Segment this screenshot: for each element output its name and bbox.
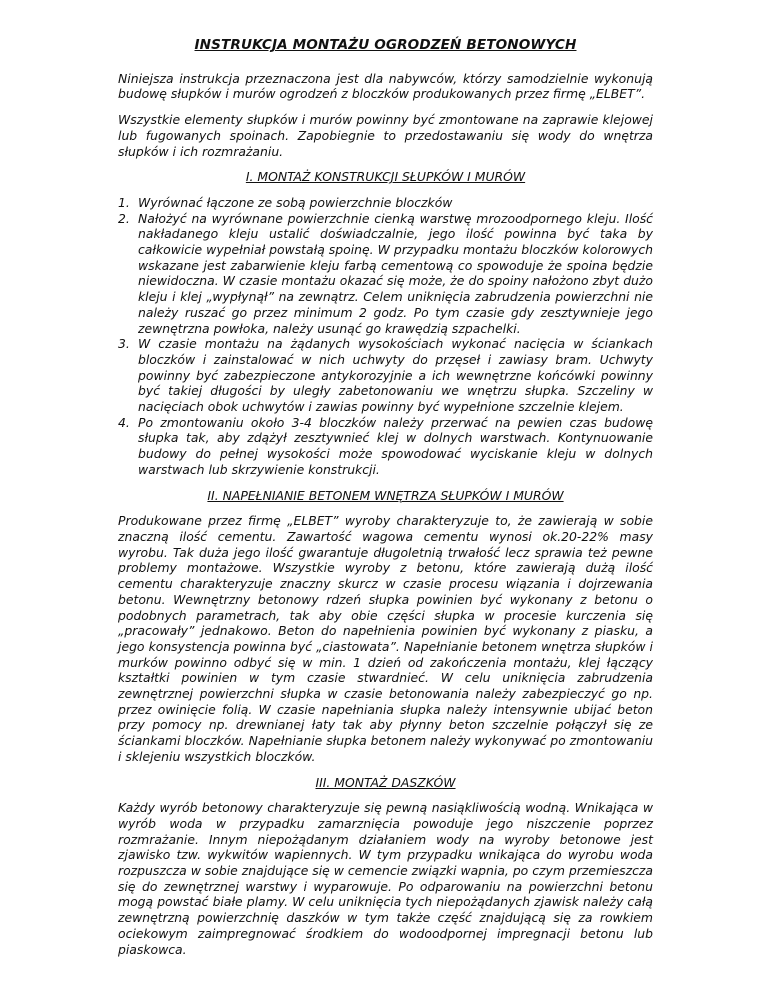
intro-paragraph-2: Wszystkie elementy słupków i murów powinny być zmontowane na zaprawie klejowej lub fugowanych spoinach. Zapobiegnie to przedostawaniu się wody do wnętrza słupków i ich rozmrażaniu. [118,112,653,159]
section-2-heading: II. NAPEŁNIANIE BETONEM WNĘTRZA SŁUPKÓW I MURÓW [207,487,564,503]
document-title: INSTRUKCJA MONTAŻU OGRODZEŃ BETONOWYCH [194,37,577,53]
list-item [118,195,653,211]
list-item-text: Po zmontowaniu około 3-4 bloczków należy przerwać na pewien czas budowę słupka tak, aby zdążył zesztywnieć klej w dolnych warstwach. Kontynuowanie budowy do pełnej wysokości może spowodować wyciskanie kleju w dolnych warstwach lub skrzywienie konstrukcji. [138,414,653,477]
list-item-number: 3. [118,336,130,352]
list-item-number: 2. [118,210,130,226]
section-1-heading: I. MONTAŻ KONSTRUKCJI SŁUPKÓW I MURÓW [245,169,526,185]
section-2-paragraph: Produkowane przez firmę „ELBET” wyroby charakteryzuje to, że zawierają w sobie znaczną ilość cementu. Zawartość wagowa cementu wynosi ok.20-22% masy wyrobu. Tak duża jego ilość gwarantuje długoletnią trwałość lecz sprawia też pewne problemy montażowe. Wszystkie wyroby z betonu, które zawierają dużą ilość cementu charakteryzuje znaczny skurcz w czasie procesu wiązania i dojrzewania betonu. Wewnętrzny betonowy rdzeń słupka powinien być wykonany z betonu o podobnych parametrach, tak aby obie części słupka w procesie kurczenia się „pracowały” jednakowo. Beton do napełnienia powinien być wykonany z piasku, a jego konsystencja powinna być „ciastowata”. Napełnianie betonem wnętrza słupków i murków powinno odbyć się w min. 1 dzień od zakończenia montażu, klej łączący kształtki powinien w tym czasie stwardnieć. W celu uniknięcia zabrudzenia zewnętrznej powierzchni słupka w czasie betonowania należy zabezpieczyć go np. przez owinięcie folią. W czasie napełniania słupka należy intensywnie ubijać beton przy pomocy np. drewnianej łaty tak aby płynny beton szczelnie połączył się ze ściankami bloczków. Napełnianie słupka betonem należy wykonywać po zmontowaniu i sklejeniu wszystkich bloczków. [118,513,653,764]
list-item-number: 1. [118,194,130,210]
document-page [118,38,653,957]
list-item-text: Wyrównać łączone ze sobą powierzchnie bloczków [138,194,453,210]
list-item-text: W czasie montażu na żądanych wysokościach wykonać nacięcia w ściankach bloczków i zainstalować w nich uchwyty do przęseł i zawiasy bram. Uchwyty powinny być zabezpieczone antykorozyjnie a ich wewnętrzne końcówki powinny być takiej długości by uległy zabetonowaniu we wnętrzu słupka. Szczeliny w nacięciach obok uchwytów i zawias powinny być wypełnione szczelnie klejem. [138,336,653,415]
list-item [118,336,653,415]
list-item-text: Nałożyć na wyrównane powierzchnie cienką warstwę mrozoodpornego kleju. Ilość nakładanego kleju ustalić doświadczalnie, jego ilość powinna być taka by całkowicie wypełniał powstałą spoinę. W przypadku montażu bloczków kolorowych wskazane jest zabarwienie kleju farbą cementową co spowoduje że spoina będzie niewidoczna. W czasie montażu okazać się może, że do spoiny nałożono zbyt dużo kleju i klej „wypłynął” na zewnątrz. Celem uniknięcia zabrudzenia powierzchni nie należy ruszać go przez minimum 2 godz. Po tym czasie gdy zesztywnieje jego zewnętrzna powłoka, należy usunąć go krawędzią szpachelki. [138,210,653,336]
list-item-number: 4. [118,414,130,430]
intro-paragraph-1: Niniejsza instrukcja przeznaczona jest dla nabywców, którzy samodzielnie wykonują budowę słupków i murów ogrodzeń z bloczków produkowanych przez firmę „ELBET”. [118,70,653,102]
section-3-paragraph: Każdy wyrób betonowy charakteryzuje się pewną nasiąkliwością wodną. Wnikająca w wyrób woda w przypadku zamarznięcia powoduje jego niszczenie poprzez rozmrażanie. Innym niepożądanym działaniem wody na wyroby betonowe jest zjawisko tzw. wykwitów wapiennych. W tym przypadku wnikająca do wyrobu woda rozpuszcza w sobie znajdujące się w cemencie związki wapnia, po czym przemieszcza się do zewnętrznej warstwy i wyparowuje. Po odparowaniu na powierzchni betonu mogą powstać białe plamy. W celu uniknięcia tych niepożądanych zjawisk należy całą zewnętrzną powierzchnię daszków w tym także część znajdującą się za rowkiem ociekowym zaimpregnować środkiem do wodoodpornej impregnacji betonu lub piaskowca. [118,800,653,957]
list-item [118,211,653,337]
list-item [118,415,653,478]
section-1-list [118,195,653,478]
section-3-heading: III. MONTAŻ DASZKÓW [315,774,456,790]
